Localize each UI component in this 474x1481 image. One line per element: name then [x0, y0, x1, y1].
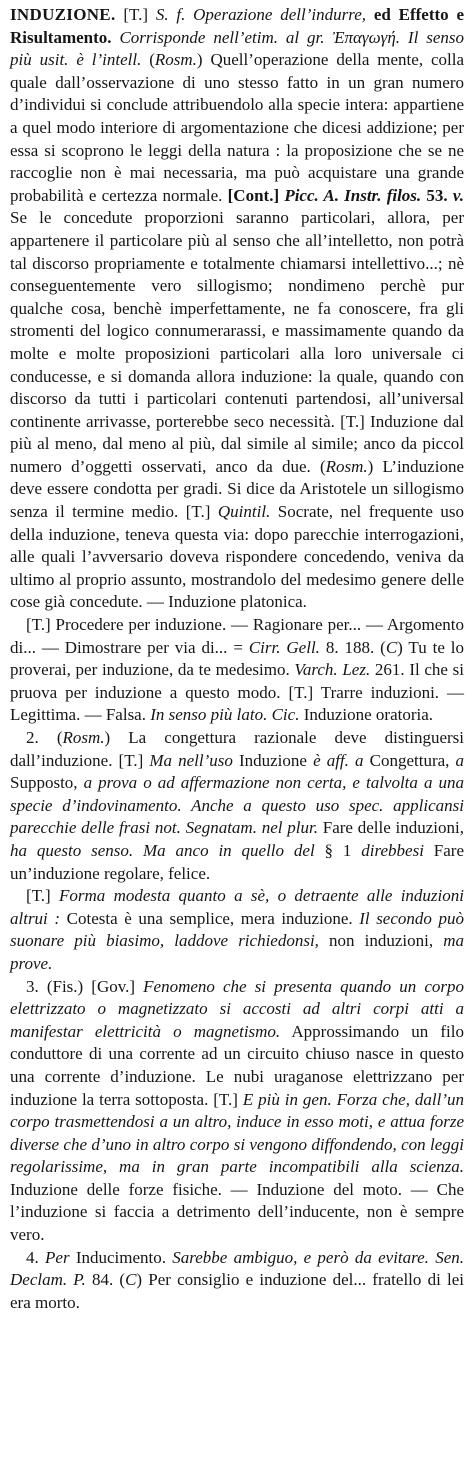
text-run: Varch. Lez. — [294, 660, 371, 680]
text-run: Il secondo può suonare più biasimo, laddove richiedonsi, — [10, 908, 464, 951]
text-run: ha questo senso. Ma anco in quello del — [10, 840, 315, 860]
text-run: Per — [45, 1247, 70, 1267]
entry-paragraph-sense3 — [10, 976, 464, 1247]
text-run: Induzione — [232, 750, 314, 770]
entry-paragraph-sense2 — [10, 727, 464, 885]
text-run: E più in gen. Forza che, dall’un corpo trasmettendosi a un altro, induce in esso moti, e attua forze diverse che d’uno in altro corpo si vengono diffondendo, con leggi regolarissime, ma in gran parte incompatibili alla scienza. — [10, 1089, 464, 1177]
text-run: Supposto, — [10, 773, 84, 793]
entry-paragraph-modest — [10, 885, 464, 975]
text-run: 84. ( — [85, 1270, 126, 1290]
text-run: Se le concedute proporzioni saranno particolari, allora, per appartenere il particolare più al senso che all’intelletto, non potrà tal discorso propriamente e totalmente chiamarsi intellettivo...; nè conseguentemente vero sillogismo; nondimeno perchè pur qualche cosa, benchè imperfettamente, ne fa conoscere, fra gli stromenti del logico connumerarassi, e massimamente quando da molte e molte proposizioni particolari alla loro universale ci conducesse, e si domanda allora induzione: la quale, quando con discorso da tutti i particolari contenuti partendosi, all’universal continente arrivasse, porterebbe seco necessità. [T.] Induzione dal più al meno, dal meno al più, dal simile al simile; anco da piccol numero d’oggetti osservati, anco da due. ( — [10, 208, 464, 476]
text-run: ) La congettura razionale deve distinguersi dall’induzione. [T.] — [10, 728, 464, 770]
text-run: a — [455, 750, 465, 770]
text-run: Socrate, nel frequente uso della induzione, teneva questa via: dopo parecchie interrogazioni, alle quali l’avversario doveva rispondere concedendo, veniva da ultimo al proprio assunto, mostrandolo del medesimo genere delle cose già concedute. — Induzione platonica. — [10, 502, 464, 612]
text-run: Sarebbe ambiguo, e però da evitare. Sen. Declam. P. — [10, 1247, 464, 1290]
text-run: Induzione delle forze fisiche. — Induzione del moto. — Che l’induzione si faccia a detrimento dell’inducente, non è sempre vero. — [10, 1179, 464, 1245]
text-run: Fare un’induzione regolare, felice. — [10, 840, 464, 883]
text-run: Ma nell’uso — [149, 750, 233, 770]
text-run: Congettura, — [363, 750, 456, 770]
text-run: ) Quell’operazione della mente, colla quale dall’osservazione di uno stesso fatto in un gran numero d’individui si conclude attribuendolo alla specie intera: appartiene a quel modo interiore di argomentazione che dicesi addizione; per essa si scoprono le leggi della natura : la proposizione che se ne raccoglie non è mai necessaria, ma può acquistare una grande probabilità e certezza normale. — [10, 50, 464, 205]
entry-paragraph-uses — [10, 614, 464, 727]
text-run: Rosm. — [325, 456, 368, 476]
text-run: S. f. Operazione dell’indurre, — [155, 5, 374, 24]
text-run: Inducimento. — [69, 1247, 173, 1267]
text-run: è aff. a — [313, 750, 364, 770]
text-run: [T.] Procedere per induzione. — Ragionare per... — Argomento di... — Dimostrare per via di... = — [10, 615, 464, 657]
text-run: Induzione oratoria. — [299, 705, 434, 725]
dictionary-entry — [10, 4, 464, 1314]
text-run: [T.] — [26, 886, 59, 906]
text-run: ) L’induzione deve essere condotta per gradi. Si dice da Aristotele un sillogismo senza il termine medio. [T.] — [10, 456, 464, 522]
text-run: C — [385, 637, 398, 657]
text-run: non induzioni, — [318, 931, 444, 951]
text-run: In senso più lato. Cic. — [150, 705, 300, 725]
text-run: Forma modesta quanto a sè, o detraente alle induzioni altrui : — [10, 886, 464, 928]
headword: INDUZIONE. — [10, 5, 116, 24]
text-run: ma prove. — [10, 931, 464, 973]
text-run: ) Per consiglio e induzione del... fratello di lei era morto. — [10, 1270, 464, 1312]
text-run: Picc. A. Instr. filos. — [284, 185, 422, 205]
text-run: Fare delle induzioni, — [317, 818, 464, 838]
text-run: [Cont.] — [227, 185, 285, 205]
text-run: ( — [141, 50, 155, 70]
text-run: a prova o ad affermazione non certa, e talvolta a una specie d’indovinamento. Anche a questo uso spec. applicansi parecchie delle frasi not. Segnatam. nel plur. — [10, 773, 464, 838]
entry-paragraph-sense4 — [10, 1247, 464, 1315]
text-run: 3. (Fis.) [Gov.] — [26, 976, 144, 996]
text-run: [T.] — [123, 5, 156, 24]
entry-paragraph-intro — [10, 4, 464, 614]
text-run: ed Effetto e Risultamento. — [10, 5, 464, 47]
text-run: 2. ( — [26, 728, 63, 747]
text-run: Cirr. Gell. — [248, 637, 320, 657]
text-run: 53. — [421, 185, 453, 205]
text-run: ) Tu te lo proverai, per induzione, da te medesimo. — [10, 637, 465, 680]
text-run: 4. — [26, 1247, 46, 1267]
text-run: Approssimando un filo conduttore di una corrente ad un circuito chiuso nasce in questo una corrente d’induzione. Le nubi uraganose elettrizzano per induzione la terra sottoposta. [T.] — [10, 1021, 464, 1109]
text-run: § 1 — [314, 840, 362, 860]
text-run: C — [125, 1270, 137, 1290]
text-run: direbbesi — [361, 840, 424, 860]
text-run: 8. 188. ( — [319, 637, 386, 657]
text-run: Rosm. — [62, 728, 105, 747]
text-run: Fenomeno che si presenta quando un corpo elettrizzato o magnetizzato si accosti ad altri corpi atti a manifestar elettricità o magnetismo. — [10, 976, 464, 1041]
text-run: Corrisponde nell’etim. al gr. Ἐπαγωγή. Il senso più usit. è l’intell. — [10, 27, 464, 70]
text-run: Quintil. — [217, 502, 271, 522]
text-run: 261. Il che si pruova per induzione a questo modo. [T.] Trarre induzioni. — Legittima. — Falsa. — [10, 660, 464, 725]
text-run: v. — [452, 185, 465, 205]
text-run: Rosm. — [154, 50, 197, 70]
text-run: Cotesta è una semplice, mera induzione. — [60, 908, 360, 928]
